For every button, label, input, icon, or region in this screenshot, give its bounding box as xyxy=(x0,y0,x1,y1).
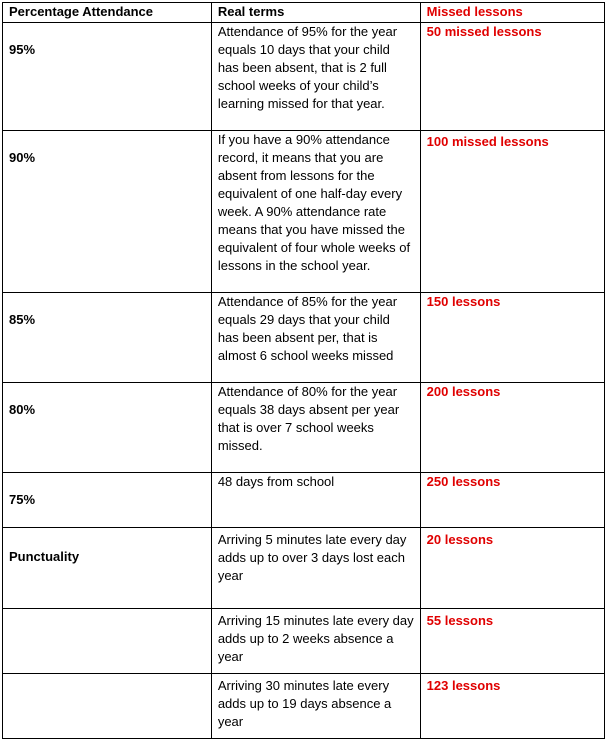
row-missed-lessons: 150 lessons xyxy=(420,293,604,383)
row-missed-lessons: 50 missed lessons xyxy=(420,23,604,131)
header-missed-lessons: Missed lessons xyxy=(420,3,604,23)
row-real-terms: Arriving 15 minutes late every day adds up to 2 weeks absence a year xyxy=(211,609,420,674)
attendance-table xyxy=(2,2,605,739)
table-row xyxy=(3,609,605,674)
header-percentage-attendance: Percentage Attendance xyxy=(3,3,212,23)
row-real-terms: Arriving 5 minutes late every day adds up to over 3 days lost each year xyxy=(211,528,420,609)
row-real-terms: Arriving 30 minutes late every adds up to 19 days absence a year xyxy=(211,674,420,739)
row-real-terms: Attendance of 80% for the year equals 38 days absent per year that is over 7 school weeks missed. xyxy=(211,383,420,473)
row-percentage: 95% xyxy=(3,23,212,131)
table-row xyxy=(3,383,605,473)
row-real-terms: Attendance of 85% for the year equals 29 days that your child has been absent per, that is almost 6 school weeks missed xyxy=(211,293,420,383)
table-row xyxy=(3,23,605,131)
row-missed-lessons: 55 lessons xyxy=(420,609,604,674)
table-row xyxy=(3,131,605,293)
row-percentage: 85% xyxy=(3,293,212,383)
row-percentage xyxy=(3,674,212,739)
table-header-row xyxy=(3,3,605,23)
row-percentage xyxy=(3,609,212,674)
table-row xyxy=(3,473,605,528)
row-percentage: 75% xyxy=(3,473,212,528)
row-missed-lessons: 123 lessons xyxy=(420,674,604,739)
header-real-terms: Real terms xyxy=(211,3,420,23)
row-missed-lessons: 250 lessons xyxy=(420,473,604,528)
row-real-terms: Attendance of 95% for the year equals 10 days that your child has been absent, that is 2 full school weeks of your child’s learning missed for that year. xyxy=(211,23,420,131)
row-percentage: 80% xyxy=(3,383,212,473)
table-row xyxy=(3,528,605,609)
row-missed-lessons: 100 missed lessons xyxy=(420,131,604,293)
row-percentage: Punctuality xyxy=(3,528,212,609)
row-percentage: 90% xyxy=(3,131,212,293)
table-row xyxy=(3,293,605,383)
row-real-terms: If you have a 90% attendance record, it means that you are absent from lessons for the equivalent of one half-day every week. A 90% attendance rate means that you have missed the equivalent of four whole weeks of lessons in the school year. xyxy=(211,131,420,293)
row-real-terms: 48 days from school xyxy=(211,473,420,528)
row-missed-lessons: 200 lessons xyxy=(420,383,604,473)
row-missed-lessons: 20 lessons xyxy=(420,528,604,609)
table-row xyxy=(3,674,605,739)
